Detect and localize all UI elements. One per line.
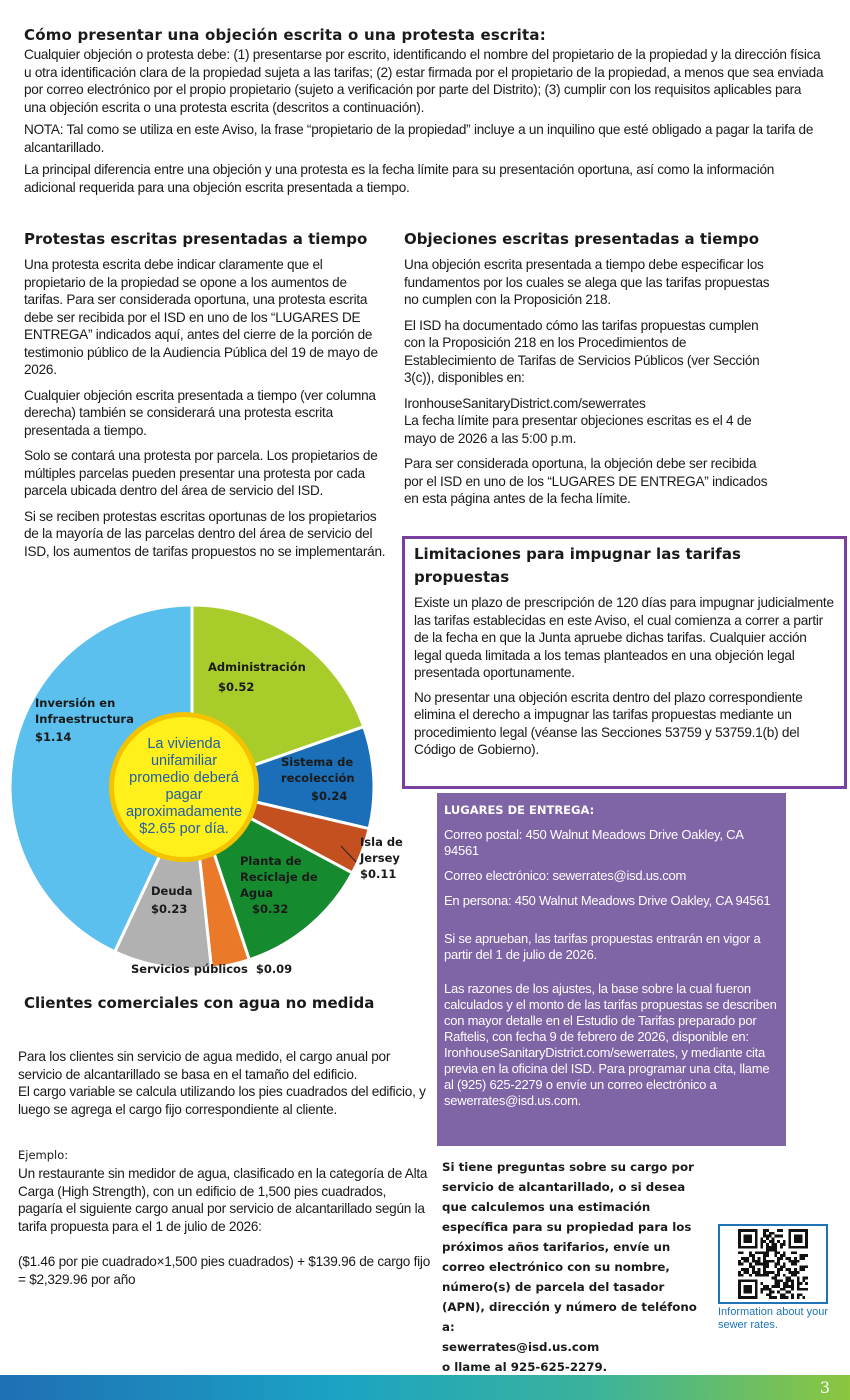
delivery-mail: Correo postal: 450 Walnut Meadows Drive Oakley, CA 94561 bbox=[444, 827, 743, 858]
page-number: 3 bbox=[819, 1378, 830, 1397]
commercial-p1: Para los clientes sin servicio de agua medido, el cargo anual por servicio de alcantarillado se basa en el tamaño del edificio. bbox=[18, 1049, 391, 1082]
delivery-reasons: Las razones de los ajustes, la base sobre la cual fueron calculados y el monto de las tarifas propuestas se describen con mayor detalle en el Estudio de Tarifas preparado por Raftelis, con fecha 9 de febrero de 2026, disponible en: IronhouseSanitaryDistrict.com/sewerrates, y mediante cita previa en la oficina del ISD. Para programar una cita, llame al (925) 625-2279 o envíe un correo electrónico a sewerrates@isd.us.com. bbox=[444, 981, 777, 1108]
label-servicios-publicos: Servicios públicos $0.09 bbox=[131, 962, 293, 976]
objections-url: IronhouseSanitaryDistrict.com/sewerrates bbox=[404, 395, 646, 411]
intro-title: Cómo presentar una objeción escrita o una protesta escrita: bbox=[24, 26, 546, 44]
qr-code-icon bbox=[738, 1229, 808, 1299]
intro-difference: La principal diferencia entre una objeción y una protesta es la fecha límite para su presentación oportuna, así como la información adicional requerida para una objeción escrita presentada a tiempo. bbox=[24, 162, 775, 195]
label-planta-reciclaje: Planta de Reciclaje de Agua $0.32 bbox=[240, 854, 318, 916]
label-isla-jersey: Isla de Jersey $0.11 bbox=[360, 835, 403, 881]
questions-section bbox=[442, 1157, 710, 1377]
pie-center-circle bbox=[109, 712, 259, 862]
commercial-p2: El cargo variable se calcula utilizando los pies cuadrados del edificio, y luego se agrega el cargo fijo correspondiente al cliente. bbox=[18, 1084, 426, 1117]
protests-p2: Cualquier objeción escrita presentada a tiempo (ver columna derecha) también se considerará una protesta escrita presentada a tiempo. bbox=[24, 387, 376, 438]
intro-paragraph: Cualquier objeción o protesta debe: (1) presentarse por escrito, identificando el nombre del propietario de la propiedad y la dirección física u otra identificación clara de la propiedad sujeta a las tarifas; (2) estar firmada por el propietario de la propiedad, a menos que sea enviada por correo electrónico por el propio propietario (sujeto a verificación por parte del Distrito); (3) cumplir con los requisitos aplicables para una objeción escrita o una protesta escrita (descritos a continuación). bbox=[24, 47, 824, 115]
label-deuda: Deuda $0.23 bbox=[151, 884, 193, 916]
pie-center-text: La vivienda unifamiliar promedio deberá pagar aproximadamente $2.65 por día. bbox=[125, 736, 243, 837]
commercial-section bbox=[18, 994, 433, 1288]
commercial-title: Clientes comerciales con agua no medida bbox=[24, 994, 375, 1012]
delivery-person: En persona: 450 Walnut Meadows Drive Oakley, CA 94561 bbox=[444, 893, 771, 908]
limitations-p1: Existe un plazo de prescripción de 120 días para impugnar judicialmente las tarifas establecidas en este Aviso, el cual comienza a correr a partir de la fecha en que la Junta apruebe dichas tarifas. Cualquier acción legal queda limitada a los temas planteados en una objeción legal presentada oportunamente. bbox=[414, 595, 834, 680]
delivery-email: Correo electrónico: sewerrates@isd.us.com bbox=[444, 868, 687, 883]
objections-title: Objeciones escritas presentadas a tiempo bbox=[404, 230, 760, 248]
protests-p1: Una protesta escrita debe indicar claramente que el propietario de la propiedad se opone a los aumentos de tarifas. Para ser considerada oportuna, una protesta escrita debe ser recibida por el ISD en uno de los “LUGARES DE ENTREGA” indicados aquí, antes del cierre de la porción de testimonio público de la Audiencia Pública del 19 de mayo de 2026. bbox=[24, 257, 378, 377]
label-sistema-recoleccion: Sistema de recolección $0.24 bbox=[281, 755, 355, 803]
example-formula: ($1.46 por pie cuadrado×1,500 pies cuadrados) + $139.96 de cargo fijo = $2,329.96 por año bbox=[18, 1254, 431, 1287]
qr-code[interactable] bbox=[718, 1224, 828, 1304]
example-label: Ejemplo: bbox=[18, 1148, 69, 1162]
pie-chart bbox=[0, 572, 403, 982]
questions-email[interactable]: sewerrates@isd.us.com bbox=[442, 1340, 600, 1354]
footer-bar bbox=[0, 1375, 850, 1400]
delivery-box bbox=[437, 793, 786, 1146]
questions-phone: o llame al 925-625-2279. bbox=[442, 1360, 608, 1374]
protests-section bbox=[24, 230, 386, 568]
limitations-box bbox=[402, 536, 847, 789]
objections-p2: El ISD ha documentado cómo las tarifas propuestas cumplen con la Proposición 218 en los Procedimientos de Establecimiento de Tarifas de Servicios Públicos (ver Sección 3(c)), disponibles en: bbox=[404, 317, 760, 385]
label-inversion: Inversión en Infraestructura $1.14 bbox=[35, 696, 134, 744]
questions-text: Si tiene preguntas sobre su cargo por servicio de alcantarillado, o si desea que calculemos una estimación específica para su propiedad para los próximos años tarifarios, envíe un correo electrónico con su nombre, número(s) de parcela del tasador (APN), dirección y número de teléfono a: bbox=[442, 1160, 697, 1334]
objections-p3: Para ser considerada oportuna, la objeción debe ser recibida por el ISD en uno de los “LUGARES DE ENTREGA” indicados en esta página antes de la fecha límite. bbox=[404, 456, 768, 506]
label-administracion: Administración $0.52 bbox=[208, 660, 306, 694]
example-text: Un restaurante sin medidor de agua, clasificado en la categoría de Alta Carga (High Strength), con un edificio de 1,500 pies cuadrados, pagaría el siguiente cargo anual por servicio de alcantarillado según la tarifa propuesta para el 1 de julio de 2026: bbox=[18, 1166, 428, 1234]
delivery-title: LUGARES DE ENTREGA: bbox=[444, 803, 595, 817]
objections-section bbox=[404, 230, 774, 516]
intro-section bbox=[24, 26, 824, 201]
limitations-title: Limitaciones para impugnar las tarifas propuestas bbox=[414, 545, 741, 586]
objections-p1: Una objeción escrita presentada a tiempo debe especificar los fundamentos por los cuales se alega que las tarifas propuestas no cumplen con la Proposición 218. bbox=[404, 257, 770, 307]
delivery-effective: Si se aprueban, las tarifas propuestas entrarán en vigor a partir del 1 de julio de 2026. bbox=[444, 931, 761, 962]
limitations-p2: No presentar una objeción escrita dentro del plazo correspondiente elimina el derecho a impugnar las tarifas propuestas mediante un procedimiento legal (véanse las Secciones 53759 y 53759.1(b) del Código de Gobierno). bbox=[414, 689, 803, 757]
intro-nota: NOTA: Tal como se utiliza en este Aviso, la frase “propietario de la propiedad” incluye a un inquilino que esté obligado a pagar la tarifa de alcantarillado. bbox=[24, 122, 814, 155]
qr-caption: Information about your sewer rates. bbox=[718, 1306, 829, 1331]
protests-p3: Solo se contará una protesta por parcela. Los propietarios de múltiples parcelas pueden presentar una protesta por cada parcela ubicada dentro del área de servicio del ISD. bbox=[24, 448, 378, 498]
protests-title: Protestas escritas presentadas a tiempo bbox=[24, 230, 368, 248]
objections-deadline: La fecha límite para presentar objeciones escritas es el 4 de mayo de 2026 a las 5:00 p.m. bbox=[404, 413, 752, 446]
protests-p4: Si se reciben protestas escritas oportunas de los propietarios de la mayoría de las parcelas dentro del área de servicio del ISD, los aumentos de tarifas propuestos no se implementarán. bbox=[24, 508, 386, 559]
